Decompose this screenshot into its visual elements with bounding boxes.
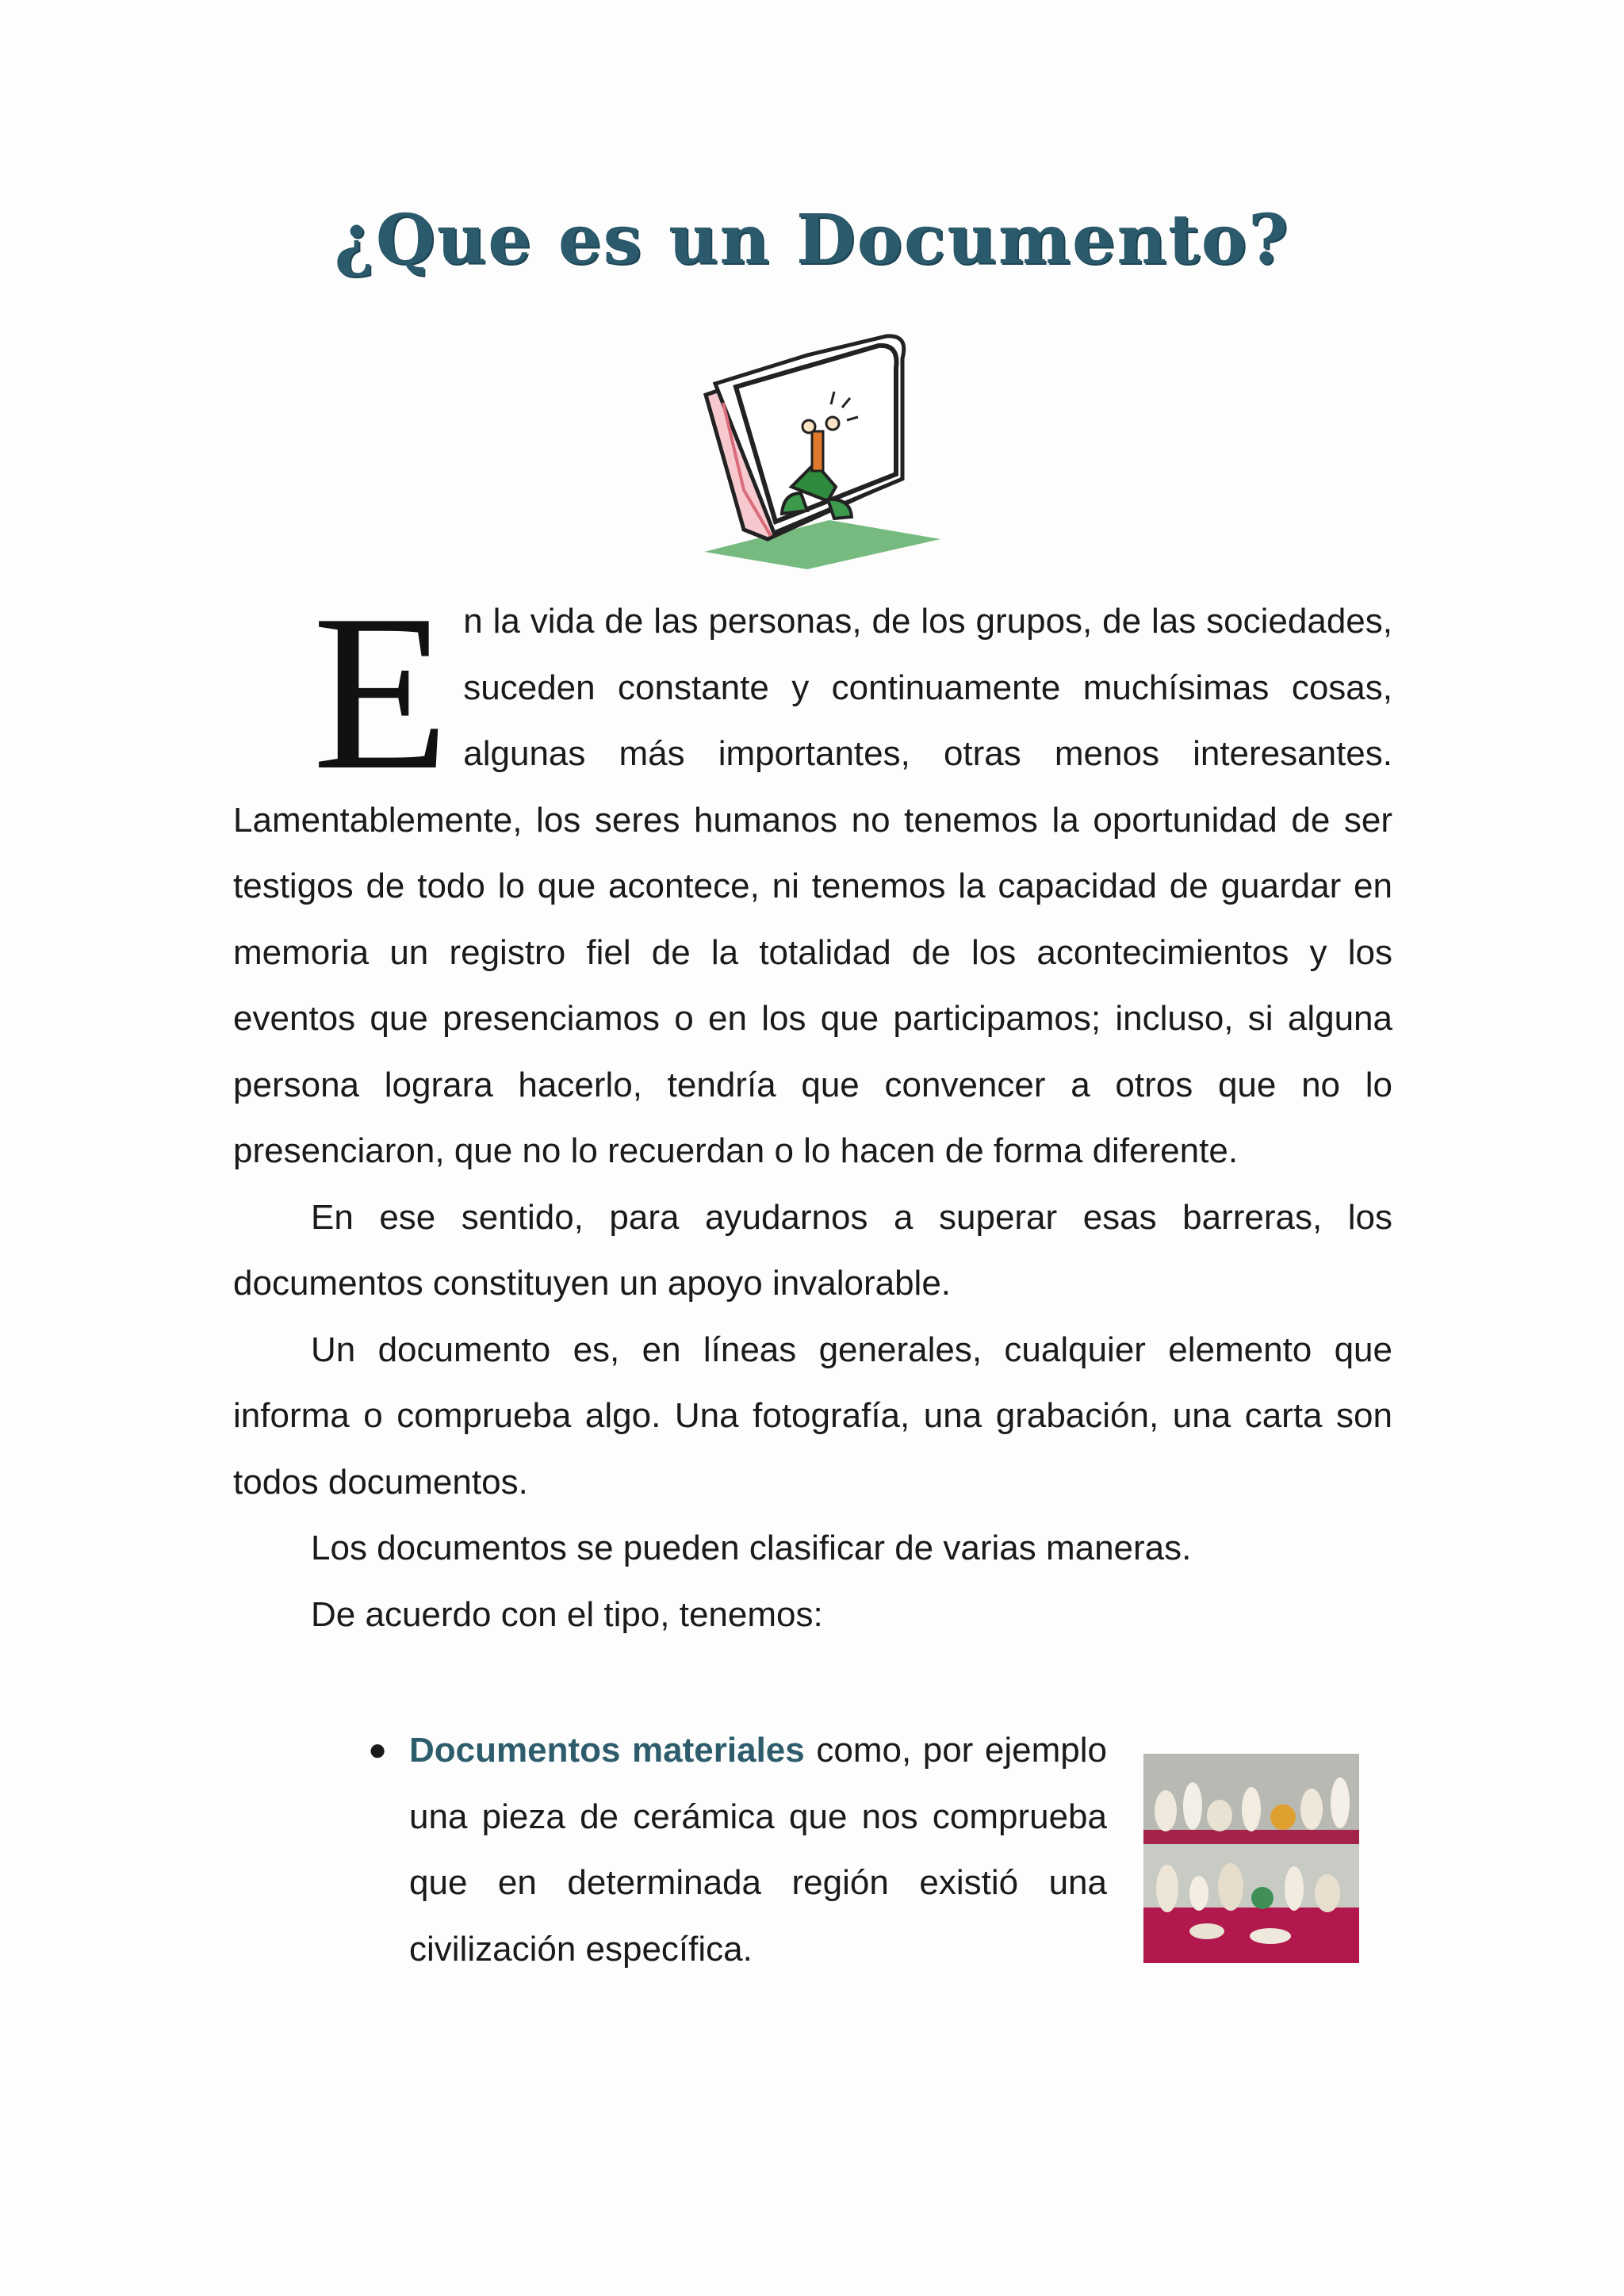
list-item-description: como, por ejemplo una pieza de cerámica que nos comprueba que en determinada región existió una civilización específica. [409,1731,1108,1969]
list-item-text [409,1717,1107,1982]
document-folder-clipart-icon [688,331,950,569]
body-text [233,568,1392,1647]
drop-cap: E [312,568,450,816]
intro-paragraph [233,568,1392,1184]
paragraph: Los documentos se pueden clasificar de varias maneras. [311,1529,1192,1567]
page-title: ¿Que es un Documento? [334,200,1290,280]
intro-text: n la vida de las personas, de los grupos, de las sociedades, suceden constante y continuamente muchísimas cosas, algunas más importantes, otras menos interesantes. Lamentablemente, los seres humanos no tenemos la oportunidad de ser testigos de todo lo que acontece, ni tenemos la capacidad de guardar en memoria un registro fiel de la totalidad de los acontecimientos y los eventos que presenciamos o en los que participamos; incluso, si alguna persona lograra hacerlo, tendría que convencer a otros que no lo presenciaron, que no lo recuerdan o lo hacen de forma diferente. [233,602,1392,1170]
paragraph: De acuerdo con el tipo, tenemos: [311,1594,823,1634]
list-item-term: Documentos materiales [409,1731,805,1770]
ceramics-shelf-photo-icon [1143,1754,1359,1963]
paragraph: Un documento es, en líneas generales, cualquier elemento que informa o comprueba algo. Una fotografía, una grabación, una carta son todos documentos. [233,1330,1392,1502]
paragraph: En ese sentido, para ayudarnos a superar esas barreras, los documentos constituyen un apoyo invalorable. [233,1197,1392,1303]
bullet-icon: ● [368,1732,388,1767]
